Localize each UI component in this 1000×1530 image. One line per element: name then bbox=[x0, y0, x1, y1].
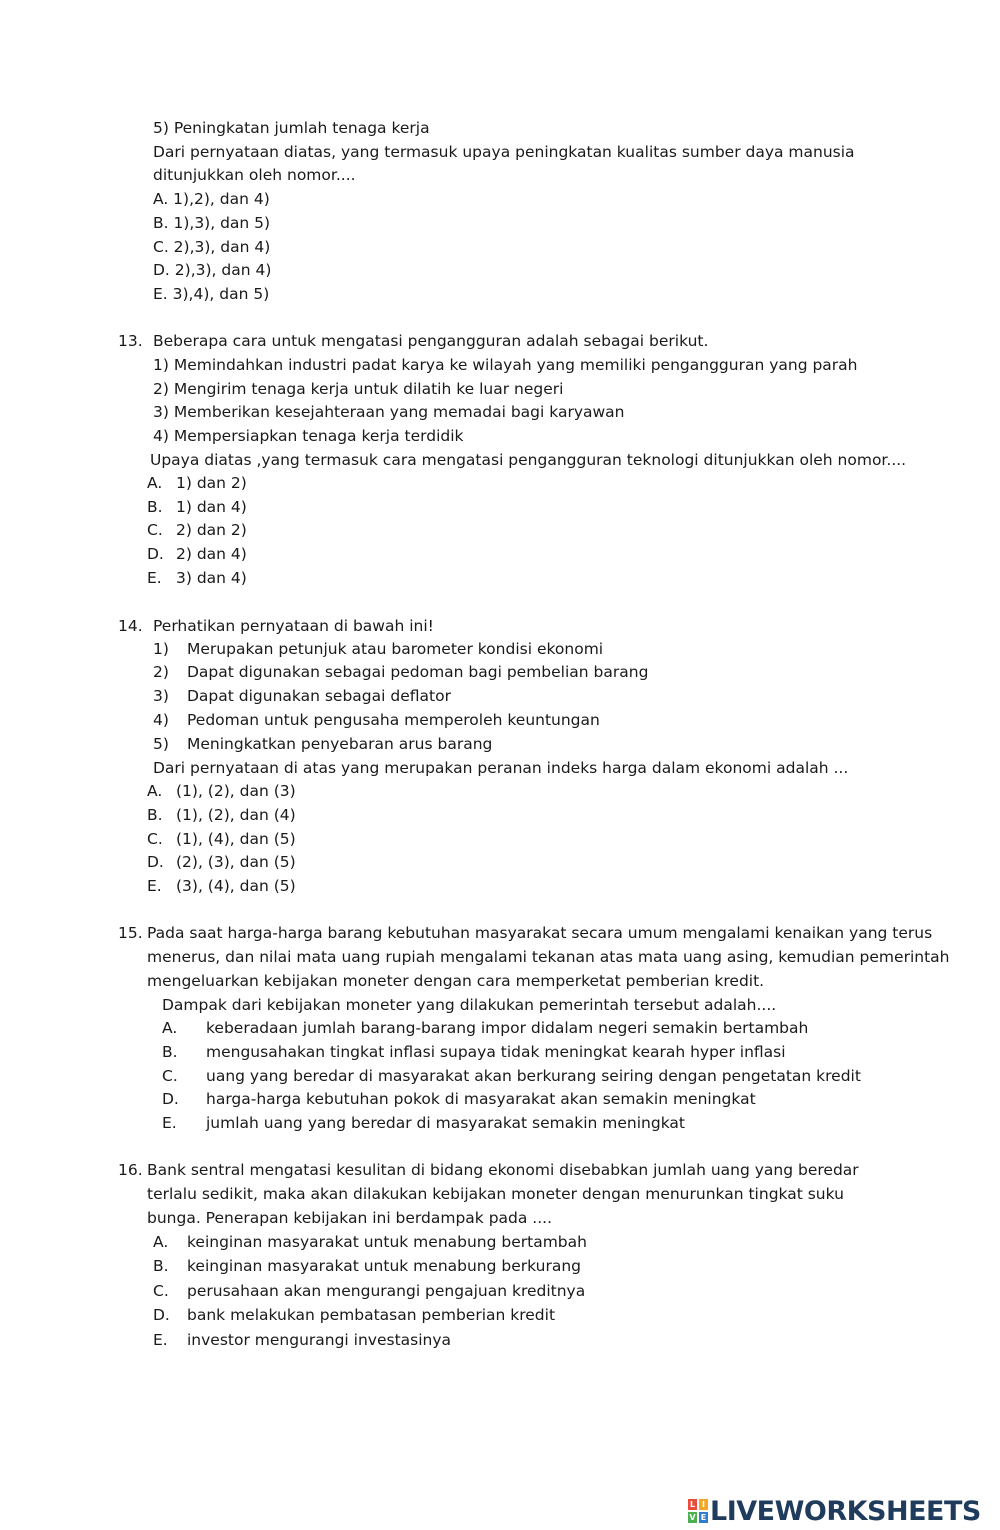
option-text: (2), (3), dan (5) bbox=[176, 853, 296, 871]
q14-option-e[interactable] bbox=[147, 876, 296, 896]
q14-option-c[interactable] bbox=[147, 829, 296, 849]
q14-item-1 bbox=[153, 639, 603, 659]
option-letter: C. bbox=[153, 1282, 169, 1300]
q12-question-line-2: ditunjukkan oleh nomor.... bbox=[153, 166, 356, 184]
q16-option-b[interactable] bbox=[153, 1256, 581, 1276]
item-text: Pedoman untuk pengusaha memperoleh keuntungan bbox=[187, 711, 600, 729]
q16-option-c[interactable] bbox=[153, 1281, 585, 1301]
q12-option-c[interactable]: C. 2),3), dan 4) bbox=[153, 238, 271, 256]
option-letter: C. bbox=[147, 521, 163, 539]
item-number: 2) bbox=[153, 663, 169, 681]
option-text: keinginan masyarakat untuk menabung berkurang bbox=[187, 1257, 581, 1275]
option-text: (1), (2), dan (3) bbox=[176, 782, 296, 800]
item-text: Dapat digunakan sebagai pedoman bagi pembelian barang bbox=[187, 663, 649, 681]
q14-item-3 bbox=[153, 686, 451, 706]
option-letter: B. bbox=[162, 1043, 178, 1061]
q15-stem-line-1: Pada saat harga-harga barang kebutuhan masyarakat secara umum mengalami kenaikan yang terus bbox=[147, 924, 933, 942]
q13-number: 13. bbox=[118, 332, 143, 350]
option-text: jumlah uang yang beredar di masyarakat semakin meningkat bbox=[206, 1114, 685, 1132]
q13-item-1: 1) Memindahkan industri padat karya ke wilayah yang memiliki pengangguran yang parah bbox=[153, 356, 858, 374]
option-text: 1) dan 2) bbox=[176, 474, 247, 492]
option-text: 2) dan 4) bbox=[176, 545, 247, 563]
q16-option-a[interactable] bbox=[153, 1232, 587, 1252]
q14-option-d[interactable] bbox=[147, 852, 296, 872]
option-letter: D. bbox=[162, 1090, 179, 1108]
q16-number: 16. bbox=[118, 1161, 143, 1179]
q12-item-5: 5) Peningkatan jumlah tenaga kerja bbox=[153, 119, 430, 137]
option-letter: A. bbox=[153, 1233, 169, 1251]
q16-stem-line-3: bunga. Penerapan kebijakan ini berdampak pada .... bbox=[147, 1209, 553, 1227]
q12-option-e[interactable]: E. 3),4), dan 5) bbox=[153, 285, 270, 303]
option-text: investor mengurangi investasinya bbox=[187, 1331, 452, 1349]
q12-option-a[interactable]: A. 1),2), dan 4) bbox=[153, 190, 270, 208]
logo-text: LIVEWORKSHEETS bbox=[710, 1495, 981, 1527]
option-letter: D. bbox=[147, 545, 164, 563]
option-letter: E. bbox=[162, 1114, 177, 1132]
option-text: uang yang beredar di masyarakat akan berkurang seiring dengan pengetatan kredit bbox=[206, 1067, 861, 1085]
logo-square: E bbox=[700, 1513, 707, 1522]
option-text: (1), (4), dan (5) bbox=[176, 830, 296, 848]
q15-number: 15. bbox=[118, 924, 143, 942]
liveworksheets-logo bbox=[688, 1494, 981, 1528]
q13-option-c[interactable] bbox=[147, 520, 247, 540]
q13-option-d[interactable] bbox=[147, 544, 247, 564]
item-text: Merupakan petunjuk atau barometer kondisi ekonomi bbox=[187, 640, 604, 658]
option-letter: C. bbox=[162, 1067, 178, 1085]
option-text: keinginan masyarakat untuk menabung bertambah bbox=[187, 1233, 587, 1251]
logo-square: V bbox=[689, 1513, 696, 1522]
option-text: (1), (2), dan (4) bbox=[176, 806, 296, 824]
q14-question: Dari pernyataan di atas yang merupakan peranan indeks harga dalam ekonomi adalah ... bbox=[153, 759, 849, 777]
option-text: bank melakukan pembatasan pemberian kredit bbox=[187, 1306, 556, 1324]
logo-mark-icon bbox=[688, 1499, 708, 1523]
item-number: 3) bbox=[153, 687, 169, 705]
logo-square: I bbox=[699, 1499, 708, 1510]
q14-item-2 bbox=[153, 662, 648, 682]
q14-item-4 bbox=[153, 710, 600, 730]
q13-question: Upaya diatas ,yang termasuk cara mengatasi pengangguran teknologi ditunjukkan oleh nomor.... bbox=[150, 451, 907, 469]
q12-option-d[interactable]: D. 2),3), dan 4) bbox=[153, 261, 272, 279]
option-letter: B. bbox=[147, 498, 163, 516]
option-text: harga-harga kebutuhan pokok di masyarakat akan semakin meningkat bbox=[206, 1090, 756, 1108]
q16-stem-line-2: terlalu sedikit, maka akan dilakukan kebijakan moneter dengan menurunkan tingkat suku bbox=[147, 1185, 844, 1203]
option-letter: D. bbox=[147, 853, 164, 871]
q16-stem-line-1: Bank sentral mengatasi kesulitan di bidang ekonomi disebabkan jumlah uang yang beredar bbox=[147, 1161, 859, 1179]
option-letter: D. bbox=[153, 1306, 170, 1324]
q16-option-e[interactable] bbox=[153, 1330, 451, 1350]
q16-option-d[interactable] bbox=[153, 1305, 555, 1325]
option-letter: A. bbox=[162, 1019, 178, 1037]
q14-option-b[interactable] bbox=[147, 805, 296, 825]
item-number: 4) bbox=[153, 711, 169, 729]
item-text: Dapat digunakan sebagai deflator bbox=[187, 687, 451, 705]
q12-option-b[interactable]: B. 1),3), dan 5) bbox=[153, 214, 271, 232]
logo-square: L bbox=[689, 1500, 696, 1509]
option-letter: B. bbox=[147, 806, 163, 824]
q15-option-a[interactable] bbox=[162, 1018, 808, 1038]
q13-option-e[interactable] bbox=[147, 568, 247, 588]
q14-item-5 bbox=[153, 734, 492, 754]
item-number: 5) bbox=[153, 735, 169, 753]
option-text: mengusahakan tingkat inflasi supaya tidak meningkat kearah hyper inflasi bbox=[206, 1043, 786, 1061]
q13-item-3: 3) Memberikan kesejahteraan yang memadai bagi karyawan bbox=[153, 403, 625, 421]
q12-question-line-1: Dari pernyataan diatas, yang termasuk upaya peningkatan kualitas sumber daya manusia bbox=[153, 143, 855, 161]
q15-option-d[interactable] bbox=[162, 1089, 756, 1109]
option-text: (3), (4), dan (5) bbox=[176, 877, 296, 895]
option-letter: C. bbox=[147, 830, 163, 848]
option-letter: E. bbox=[147, 877, 162, 895]
q13-item-2: 2) Mengirim tenaga kerja untuk dilatih ke luar negeri bbox=[153, 380, 564, 398]
option-text: 1) dan 4) bbox=[176, 498, 247, 516]
q15-option-e[interactable] bbox=[162, 1113, 685, 1133]
q13-stem: Beberapa cara untuk mengatasi pengangguran adalah sebagai berikut. bbox=[153, 332, 709, 350]
q14-number: 14. bbox=[118, 617, 143, 635]
option-text: keberadaan jumlah barang-barang impor didalam negeri semakin bertambah bbox=[206, 1019, 809, 1037]
option-letter: E. bbox=[147, 569, 162, 587]
q15-stem-line-2: menerus, dan nilai mata uang rupiah mengalami tekanan atas mata uang asing, kemudian pemerintah bbox=[147, 948, 950, 966]
q15-question: Dampak dari kebijakan moneter yang dilakukan pemerintah tersebut adalah.... bbox=[162, 996, 777, 1014]
option-letter: A. bbox=[147, 782, 163, 800]
item-number: 1) bbox=[153, 640, 169, 658]
option-letter: A. bbox=[147, 474, 163, 492]
q13-option-b[interactable] bbox=[147, 497, 247, 517]
option-text: 2) dan 2) bbox=[176, 521, 247, 539]
q15-stem-line-3: mengeluarkan kebijakan moneter dengan cara memperketat pemberian kredit. bbox=[147, 972, 765, 990]
q15-option-b[interactable] bbox=[162, 1042, 786, 1062]
option-text: 3) dan 4) bbox=[176, 569, 247, 587]
option-text: perusahaan akan mengurangi pengajuan kreditnya bbox=[187, 1282, 586, 1300]
q13-item-4: 4) Mempersiapkan tenaga kerja terdidik bbox=[153, 427, 464, 445]
q13-option-a[interactable] bbox=[147, 473, 247, 493]
q14-stem: Perhatikan pernyataan di bawah ini! bbox=[153, 617, 434, 635]
item-text: Meningkatkan penyebaran arus barang bbox=[187, 735, 493, 753]
option-letter: B. bbox=[153, 1257, 169, 1275]
option-letter: E. bbox=[153, 1331, 168, 1349]
q15-option-c[interactable] bbox=[162, 1066, 861, 1086]
q14-option-a[interactable] bbox=[147, 781, 296, 801]
